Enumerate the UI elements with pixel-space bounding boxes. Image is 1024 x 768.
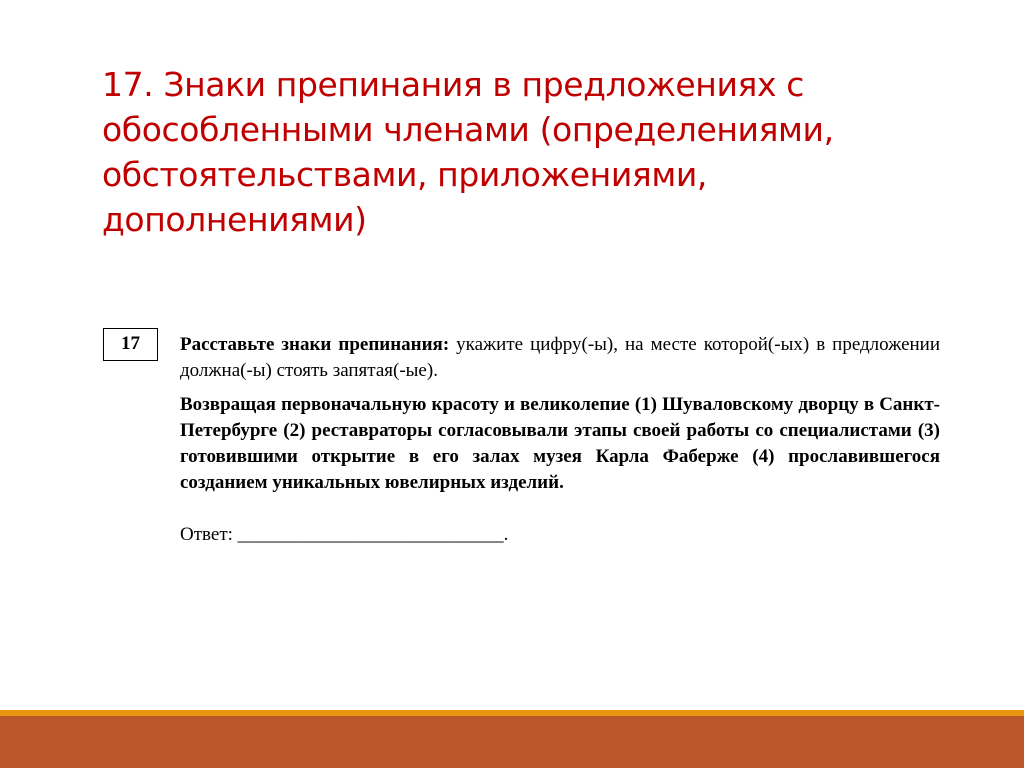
instruction-text: укажите цифру(-ы), на месте которой(-ых) в предложении должна(-ы) стоять запятая(-ые).	[180, 334, 941, 381]
instruction-bold-text: Расставьте знаки препинания:	[180, 334, 450, 355]
answer-label: Ответ:	[180, 524, 233, 545]
task-instruction	[180, 332, 940, 384]
task-body	[180, 332, 940, 548]
task-number-box: 17	[103, 328, 158, 361]
slide-title: 17. Знаки препинания в предложениях с обособленными членами (определениями, обстоятельствами, приложениями, дополнениями)	[102, 65, 834, 239]
answer-blank: ____________________________.	[237, 524, 509, 545]
task-sentence: Возвращая первоначальную красоту и великолепие (1) Шуваловскому дворцу в Санкт-Петербурге (2) реставраторы согласовывали этапы своей работы со специалистами (3) готовившими открытие в его залах музея Карла Фаберже (4) прославившегося созданием уникальных ювелирных изделий.	[180, 394, 940, 493]
answer-line	[180, 522, 940, 548]
footer-bar	[0, 716, 1024, 768]
